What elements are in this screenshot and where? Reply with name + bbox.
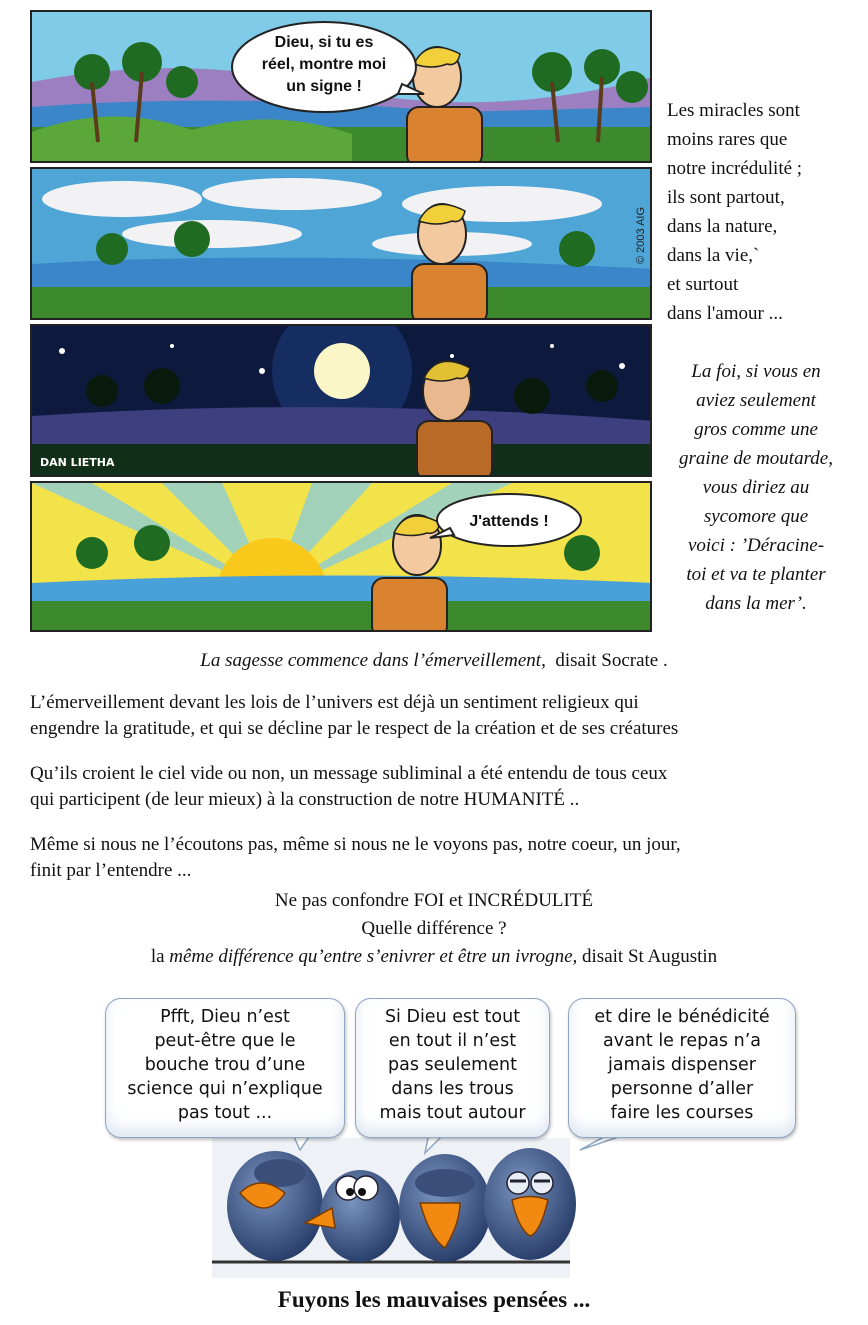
miracles-text: [667, 96, 867, 328]
paragraph-line: Qu’ils croient le ciel vide ou non, un message subliminal a été entendu de tous ceux: [30, 763, 668, 784]
miracles-line: dans l'amour ...: [667, 303, 783, 324]
speech-line: Pfft, Dieu n’est: [160, 1007, 290, 1027]
speech-line: science qui n’explique: [127, 1079, 323, 1099]
artist-signature: DAN LIETHA: [40, 456, 115, 469]
faith-vs-disbelief-line: Ne pas confondre FOI et INCRÉDULITÉ: [274, 890, 594, 911]
faith-line: La foi, si vous en: [691, 361, 821, 382]
augustin-quote-italic: même différence qu’entre s’enivrer et être un ivrogne,: [169, 946, 578, 967]
miracles-line: notre incrédulité ;: [667, 158, 803, 179]
faith-line: voici : ’Déracine-: [687, 535, 825, 556]
panel1-bubble-line1: Dieu, si tu es: [274, 34, 374, 51]
paragraph-line: L’émerveillement devant les lois de l’univers est déjà un sentiment religieux qui: [30, 692, 639, 713]
paragraph-line: finit par l’entendre ...: [30, 860, 192, 881]
panel1-bubble-line3: un signe !: [286, 78, 362, 95]
paragraph-line: qui participent (de leur mieux) à la construction de notre HUMANITÉ ..: [30, 789, 580, 810]
socrates-quote: [0, 650, 868, 672]
miracles-line: et surtout: [667, 274, 739, 295]
comic-panel-4: [30, 481, 652, 632]
augustin-attribution: disait St Augustin: [582, 946, 718, 967]
speech-bubble-1: [105, 998, 345, 1138]
faith-line: aviez seulement: [696, 390, 816, 411]
speech-line: pas seulement: [388, 1055, 517, 1075]
speech-line: jamais dispenser: [607, 1055, 757, 1075]
faith-quote: [650, 357, 862, 618]
socrates-attribution: disait Socrate .: [555, 650, 668, 671]
speech-line: en tout il n’est: [388, 1031, 517, 1051]
speech-line: personne d’aller: [610, 1079, 754, 1099]
speech-line: bouche trou d’une: [144, 1055, 306, 1075]
paragraph-line: engendre la gratitude, et qui se décline par le respect de la création et de ses créatures: [30, 718, 679, 739]
panel4-bubble-text: J'attends !: [469, 513, 549, 530]
miracles-line: moins rares que: [667, 129, 788, 150]
comic-panel-1: [30, 10, 652, 163]
miracles-line: Les miracles sont: [667, 100, 800, 121]
speech-line: mais tout autour: [379, 1103, 526, 1123]
speech-line: et dire le bénédicité: [594, 1007, 770, 1027]
miracles-line: ils sont partout,: [667, 187, 785, 208]
augustin-quote: [0, 946, 868, 968]
faith-line: vous diriez au: [702, 477, 810, 498]
speech-bubble-3: [568, 998, 796, 1138]
paragraph-line: Même si nous ne l’écoutons pas, même si nous ne le voyons pas, notre coeur, un jour,: [30, 834, 681, 855]
copyright-text: © 2003 AIG: [635, 206, 647, 264]
paragraph-message: [30, 761, 860, 813]
speech-line: Si Dieu est tout: [384, 1007, 521, 1027]
speech-bubble-2: [355, 998, 550, 1138]
birds-cartoon: [100, 978, 800, 1278]
speech-line: peut-être que le: [154, 1031, 296, 1051]
comic-strip: [30, 10, 652, 632]
augustin-quote-start: la: [150, 946, 165, 967]
faith-line: gros comme une: [694, 419, 818, 440]
speech-line: avant le repas n’a: [603, 1031, 761, 1051]
faith-line: graine de moutarde,: [679, 448, 833, 469]
faith-line: toi et va te planter: [686, 564, 826, 585]
socrates-quote-italic: La sagesse commence dans l’émerveillement,: [200, 650, 546, 671]
paragraph-wonder: [30, 690, 860, 742]
difference-question: Quelle différence ?: [361, 918, 507, 939]
speech-line: pas tout ...: [177, 1103, 273, 1123]
panel1-bubble-line2: réel, montre moi: [261, 56, 387, 73]
paragraph-heart: [30, 832, 860, 884]
speech-line: faire les courses: [610, 1103, 754, 1123]
faith-line: sycomore que: [703, 506, 809, 527]
comic-panel-2: [30, 167, 652, 320]
miracles-line: dans la nature,: [667, 216, 778, 237]
comic-panel-3: [30, 324, 652, 477]
closing-title: Fuyons les mauvaises pensées ...: [277, 1287, 591, 1312]
speech-line: dans les trous: [391, 1079, 514, 1099]
faith-line: dans la mer’.: [705, 593, 807, 614]
miracles-line: dans la vie,`: [667, 245, 760, 266]
